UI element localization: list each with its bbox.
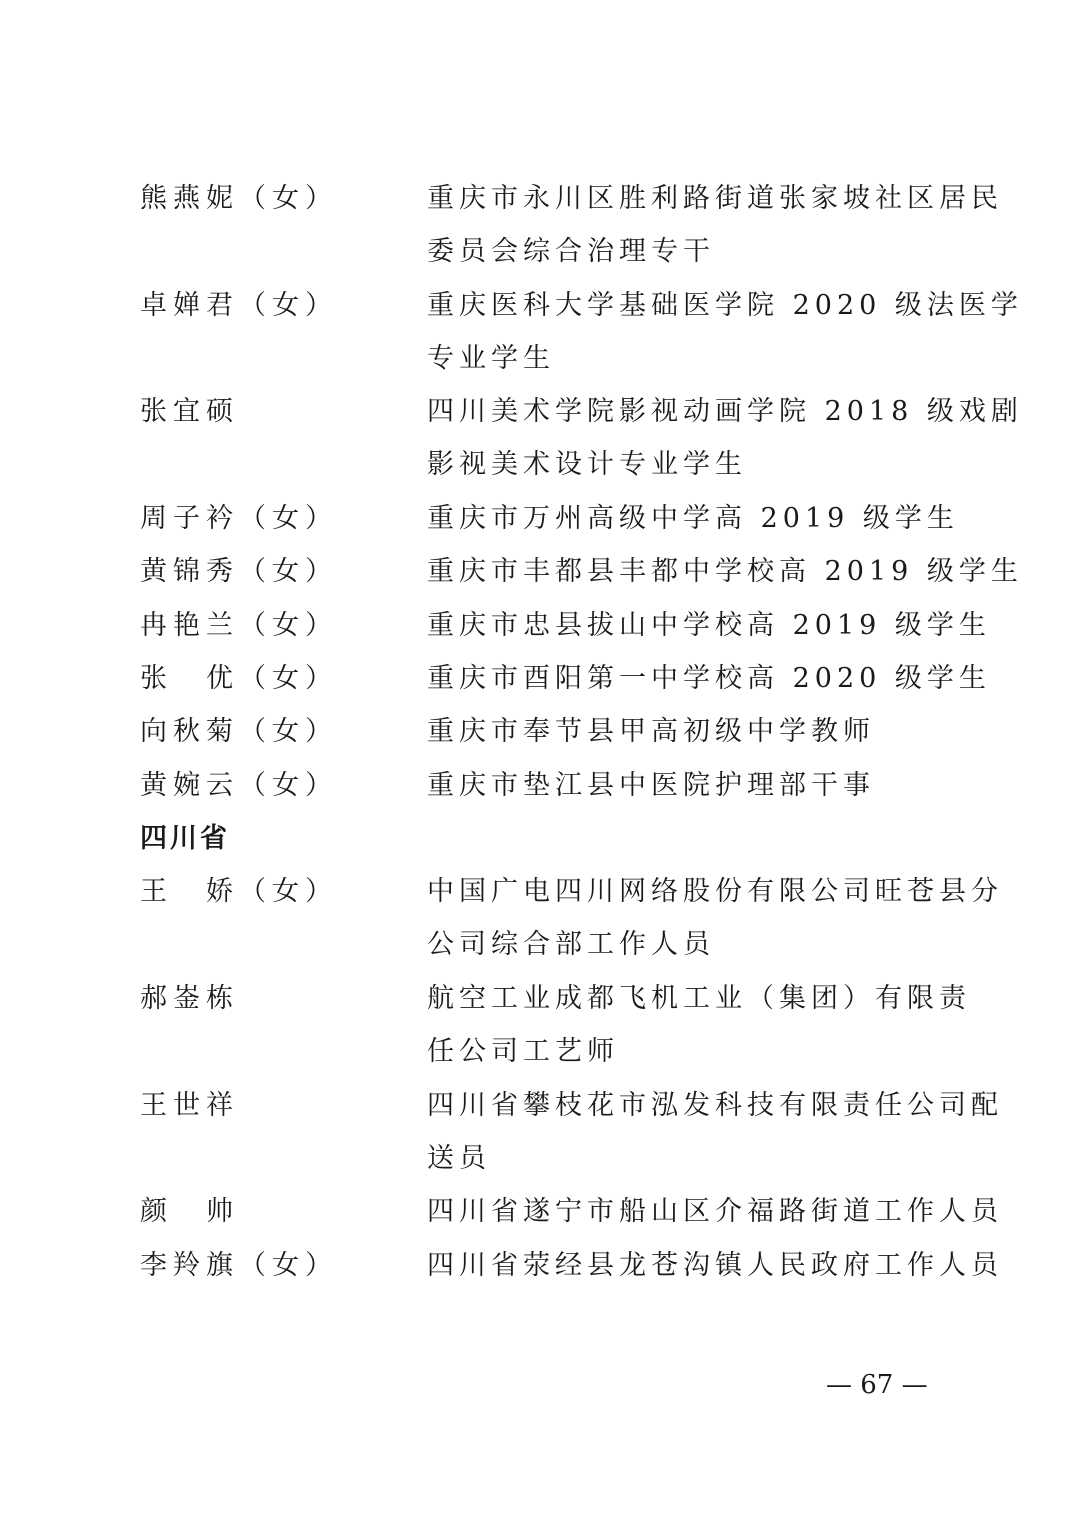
person-name: 卓婵君（女） [140,290,338,321]
person-description [427,279,1023,385]
description-line: 四川省荥经县龙苍沟镇人民政府工作人员 [427,1250,1003,1281]
description-line: 重庆市奉节县甲高初级中学教师 [427,716,875,747]
description-line: 重庆市万州高级中学高 2019 级学生 [427,503,959,534]
person-name: 冉艳兰（女） [140,610,338,641]
person-description [427,652,991,705]
person-name: 黄婉云（女） [140,770,338,801]
description-line: 航空工业成都飞机工业（集团）有限责 [427,983,971,1014]
list-item [0,705,1080,759]
description-line: 四川美术学院影视动画学院 2018 级戏剧 [427,396,1023,427]
list-item [0,1079,1080,1174]
person-name: 周子衿（女） [140,503,338,534]
description-line: 专业学生 [427,343,555,374]
description-line: 委员会综合治理专干 [427,236,715,267]
list-item [0,545,1080,599]
description-line: 公司综合部工作人员 [427,929,715,960]
person-name: 张宜硕 [140,396,239,427]
person-name: 张 优（女） [140,663,338,694]
person-name: 王 娇（女） [140,876,338,907]
description-line: 任公司工艺师 [427,1036,619,1067]
list-item [0,279,1080,374]
list-item [0,1239,1080,1293]
description-line: 重庆医科大学基础医学院 2020 级法医学 [427,290,1023,321]
list-item [0,759,1080,813]
description-line: 重庆市忠县拔山中学校高 2019 级学生 [427,610,991,641]
list-item [0,1185,1080,1239]
person-name: 王世祥 [140,1090,239,1121]
person-description [427,972,971,1078]
person-description [427,759,937,812]
description-line: 重庆市丰都县丰都中学校高 2019 级学生 [427,556,1023,587]
description-line: 中国广电四川网络股份有限公司旺苍县分 [427,876,1003,907]
person-description [427,492,959,545]
person-description [427,705,937,758]
list-item [0,385,1080,480]
person-name: 李羚旗（女） [140,1250,338,1281]
list-item [0,172,1080,267]
description-line: 重庆市永川区胜利路街道张家坡社区居民 [427,183,1003,214]
list-item [0,972,1080,1067]
person-description [427,599,991,652]
person-description [427,865,1003,971]
list-item [0,492,1080,546]
person-description [427,385,1023,491]
description-line: 重庆市酉阳第一中学校高 2020 级学生 [427,663,991,694]
person-description [427,172,1003,278]
person-description [427,1239,1003,1292]
description-line: 送员 [427,1143,491,1174]
person-name: 黄锦秀（女） [140,556,338,587]
description-line: 影视美术设计专业学生 [427,449,747,480]
person-description [427,1185,1003,1238]
page-number: — 67 — [826,1370,928,1400]
description-line: 四川省攀枝花市泓发科技有限责任公司配 [427,1090,1003,1121]
person-name: 颜 帅 [140,1196,239,1227]
list-item [0,652,1080,706]
person-name: 熊燕妮（女） [140,183,338,214]
person-name: 郝崟栋 [140,983,239,1014]
person-description [427,1079,1003,1185]
person-name: 向秋菊（女） [140,716,338,747]
list-item [0,599,1080,653]
description-line: 四川省遂宁市船山区介福路街道工作人员 [427,1196,1003,1227]
section-heading: 四川省 [140,823,230,854]
description-line: 重庆市垫江县中医院护理部干事 [427,770,875,801]
list-item [0,865,1080,960]
person-description [427,545,1023,598]
